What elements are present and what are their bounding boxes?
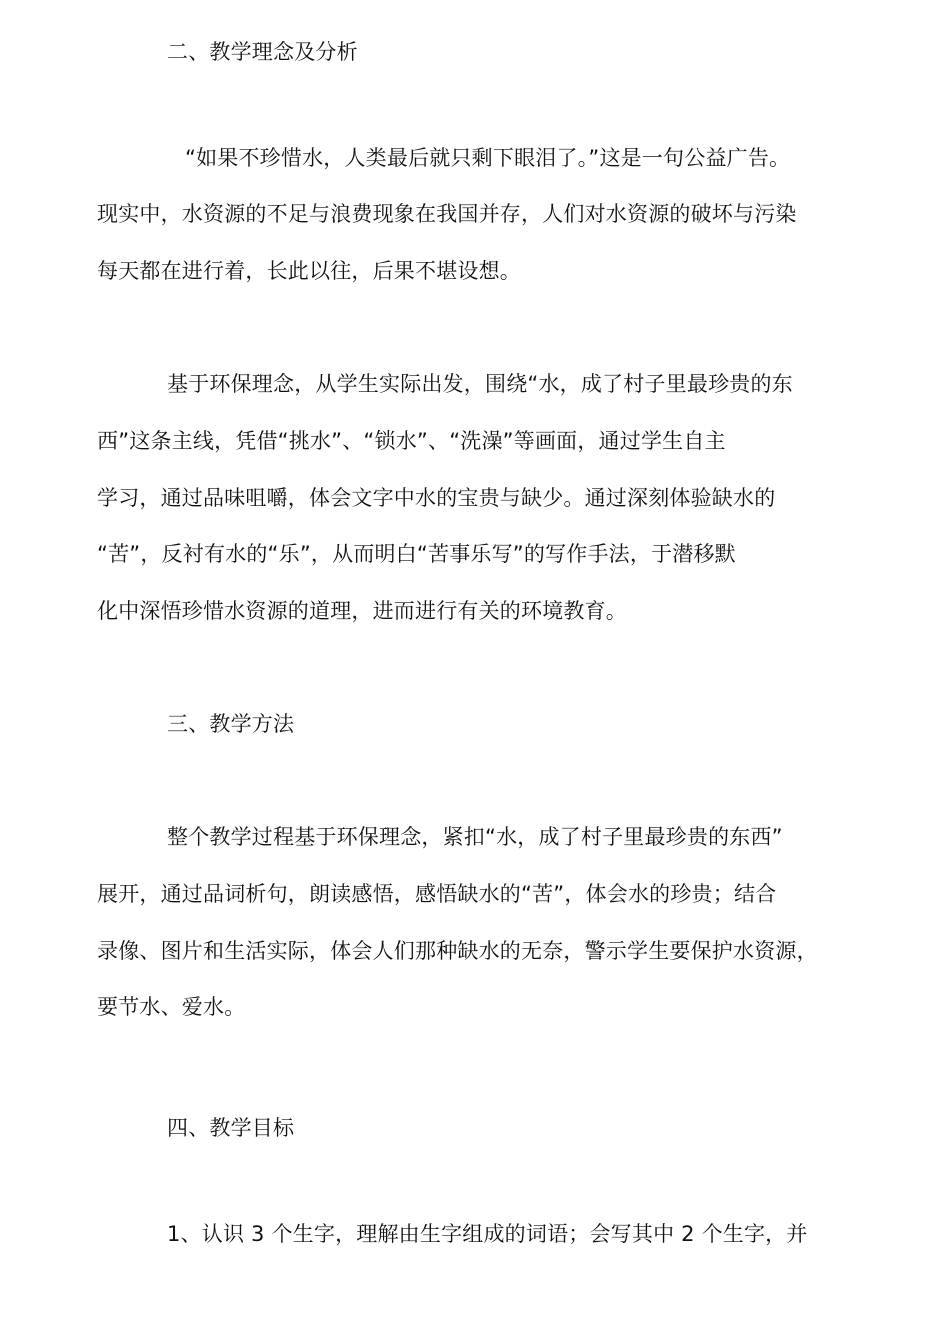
paragraph-line: 录像、图片和生活实际，体会人们那种缺水的无奈，警示学生要保护水资源，	[97, 939, 818, 963]
paragraph-line: “如果不珍惜水，人类最后就只剩下眼泪了。”这是一句公益广告。	[185, 146, 791, 170]
paragraph-line: 学习，通过品味咀嚼，体会文字中水的宝贵与缺少。通过深刻体验缺水的	[97, 486, 776, 510]
paragraph-line: 现实中，水资源的不足与浪费现象在我国并存，人们对水资源的破坏与污染	[97, 202, 797, 226]
paragraph-line: 每天都在进行着，长此以往，后果不堪设想。	[97, 259, 521, 283]
section-heading-teaching-philosophy: 二、教学理念及分析	[167, 40, 358, 64]
paragraph-line: 1、认识 3 个生字，理解由生字组成的词语；会写其中 2 个生字，并	[167, 1222, 808, 1246]
paragraph-line: 要节水、爱水。	[97, 995, 246, 1019]
paragraph-line: 化中深悟珍惜水资源的道理，进而进行有关的环境教育。	[97, 599, 627, 623]
section-heading-teaching-methods: 三、教学方法	[167, 712, 295, 736]
paragraph-line: “苦”，反衬有水的“乐”，从而明白“苦事乐写”的写作手法，于潜移默	[97, 542, 736, 566]
paragraph-line: 西”这条主线，凭借“挑水”、“锁水”、“洗澡”等画面，通过学生自主	[97, 429, 726, 453]
paragraph-line: 展开，通过品词析句，朗读感悟，感悟缺水的“苦”，体会水的珍贵；结合	[97, 882, 777, 906]
paragraph-line: 整个教学过程基于环保理念，紧扣“水，成了村子里最珍贵的东西”	[167, 825, 783, 849]
section-heading-teaching-objectives: 四、教学目标	[167, 1116, 295, 1140]
paragraph-line: 基于环保理念，从学生实际出发，围绕“水，成了村子里最珍贵的东	[167, 372, 793, 396]
